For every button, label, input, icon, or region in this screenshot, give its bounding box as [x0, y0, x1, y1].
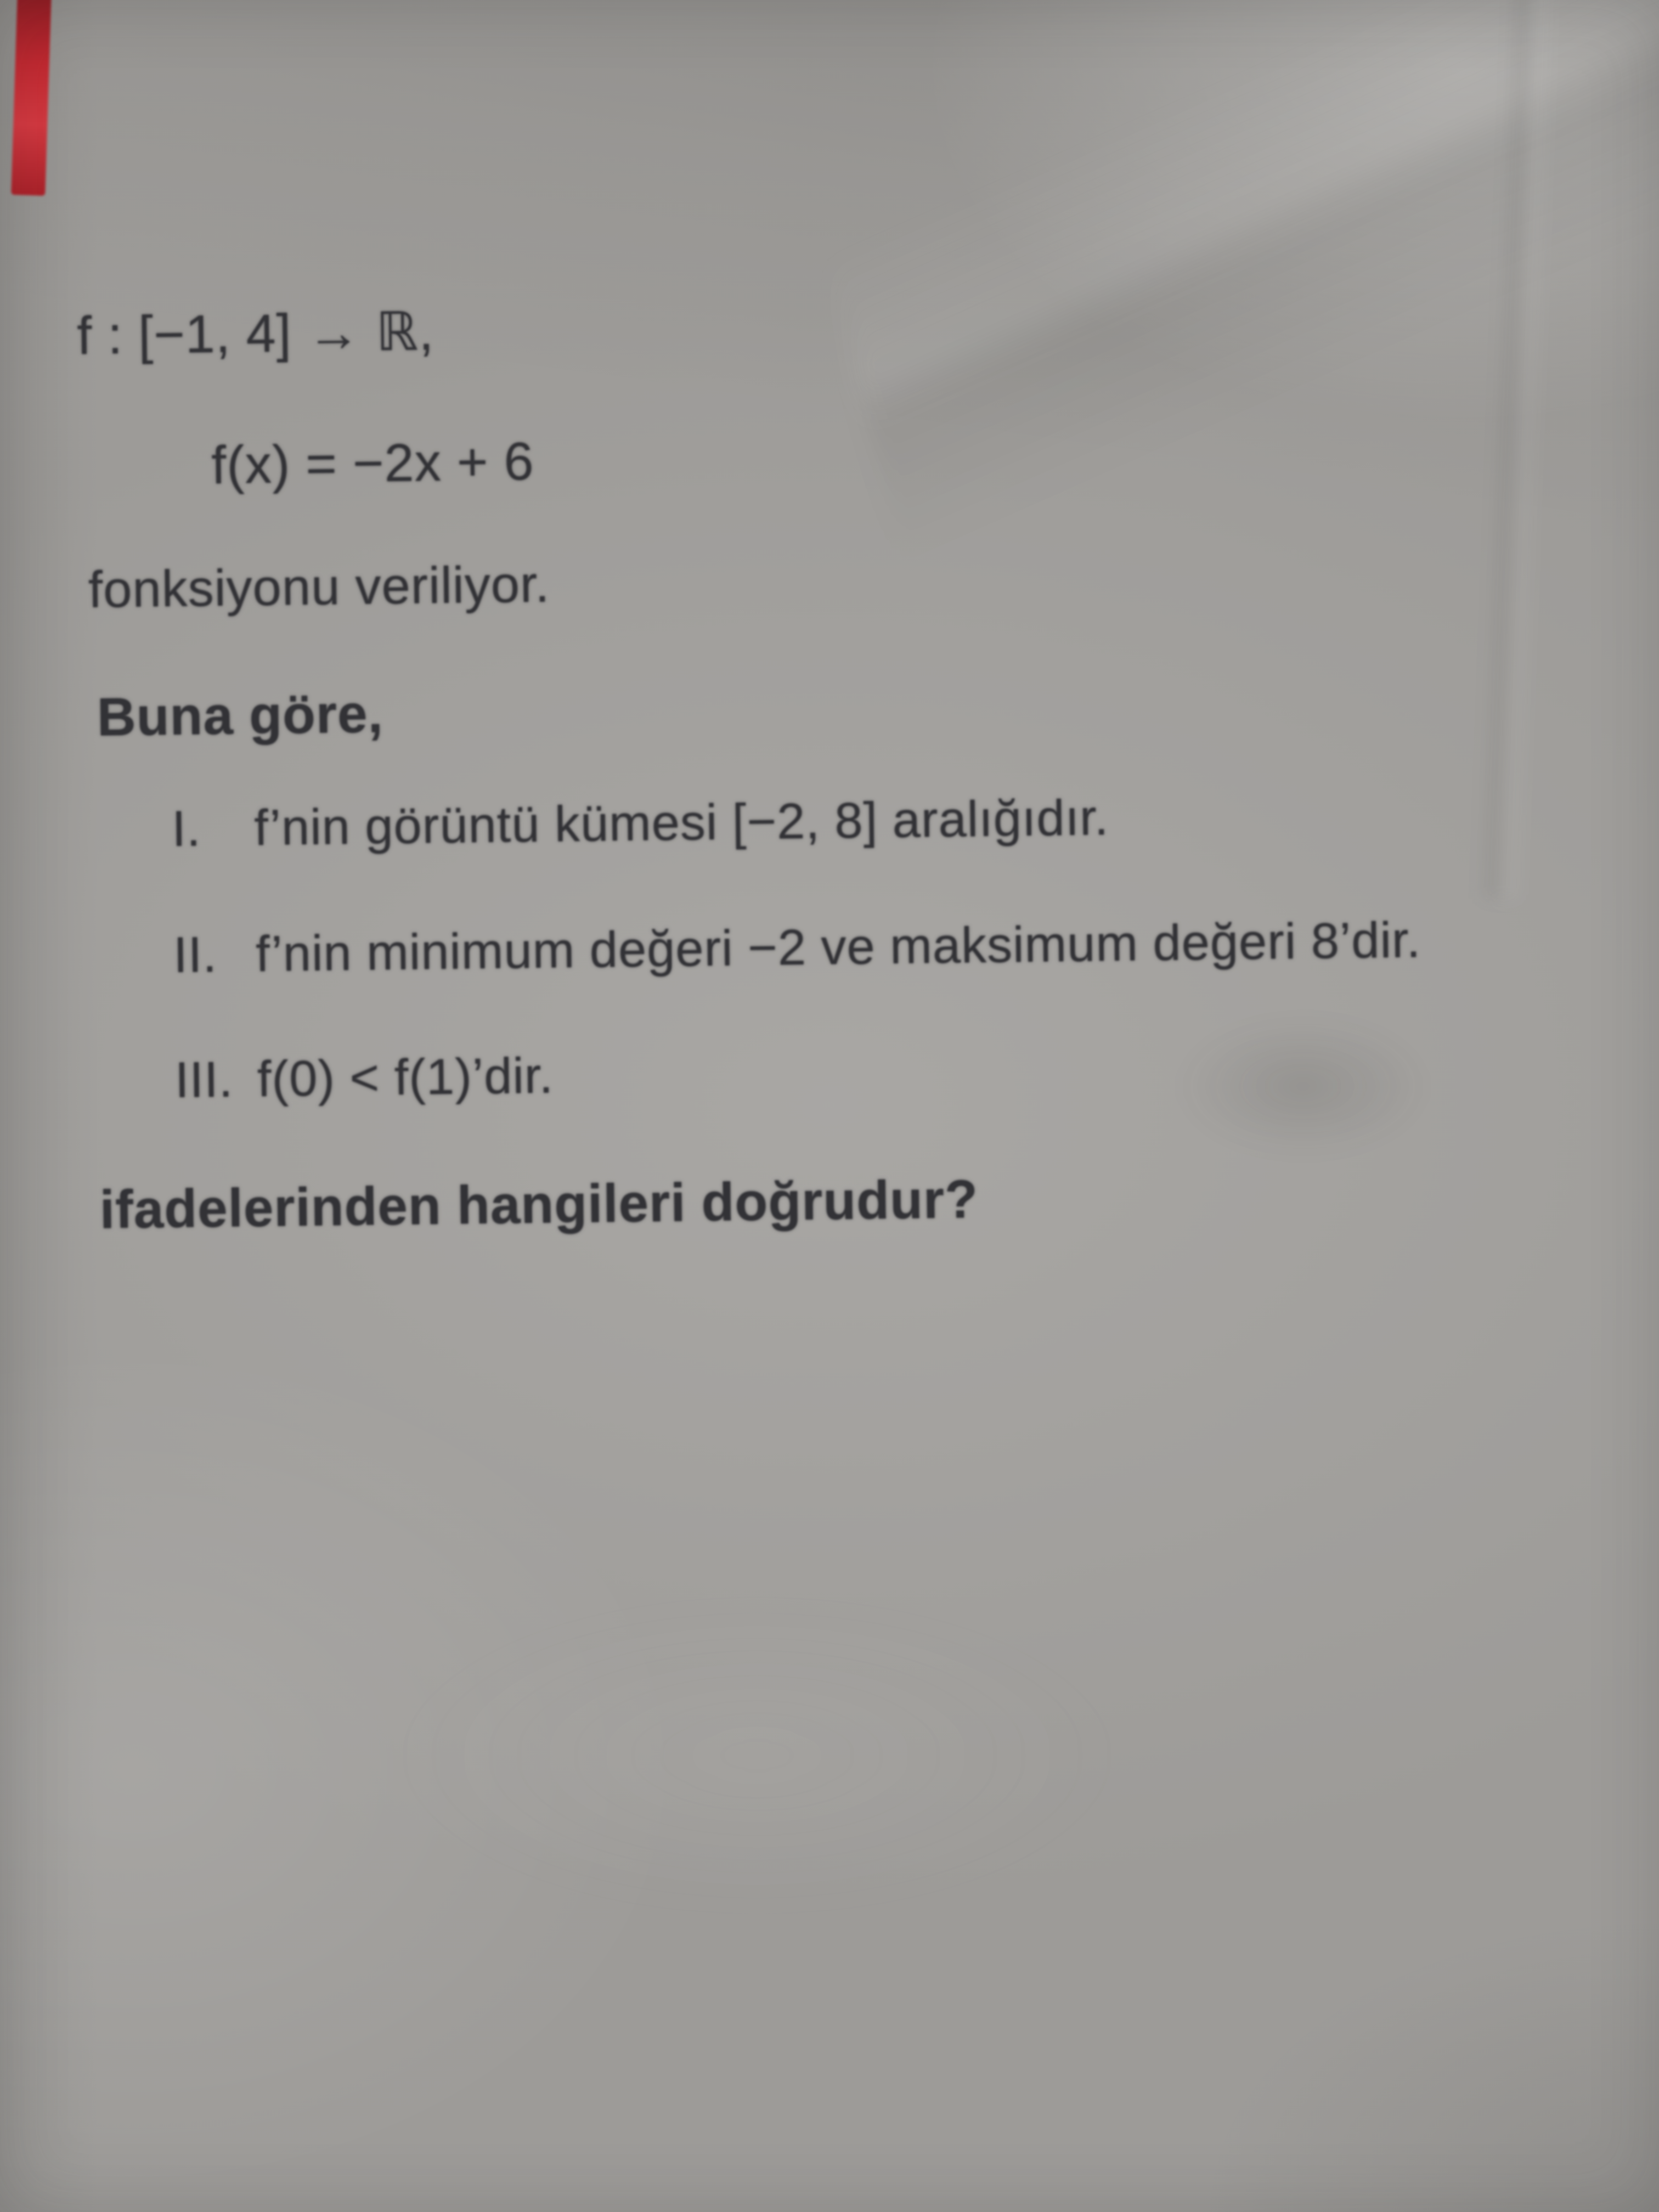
question-line: ifadelerinden hangileri doğrudur? [99, 1169, 979, 1240]
statement-1-numeral: I. [171, 800, 202, 857]
given-line: fonksiyonu veriliyor. [88, 555, 550, 618]
statement-1-text: f’nin görüntü kümesi [−2, 8] aralığıdır. [253, 789, 1109, 856]
statement-2-numeral: II. [173, 927, 218, 984]
function-definition-line: f : [−1, 4] → ℝ, [76, 301, 435, 366]
statement-2-text: f’nin minimum değeri −2 ve maksimum değeri 8’dir. [255, 912, 1421, 983]
statement-3-text: f(0) < f(1)’dir. [257, 1047, 554, 1108]
function-rule-line: f(x) = −2x + 6 [211, 431, 535, 495]
statement-3-numeral: III. [174, 1051, 234, 1109]
prompt-lead-line: Buna göre, [97, 683, 384, 747]
